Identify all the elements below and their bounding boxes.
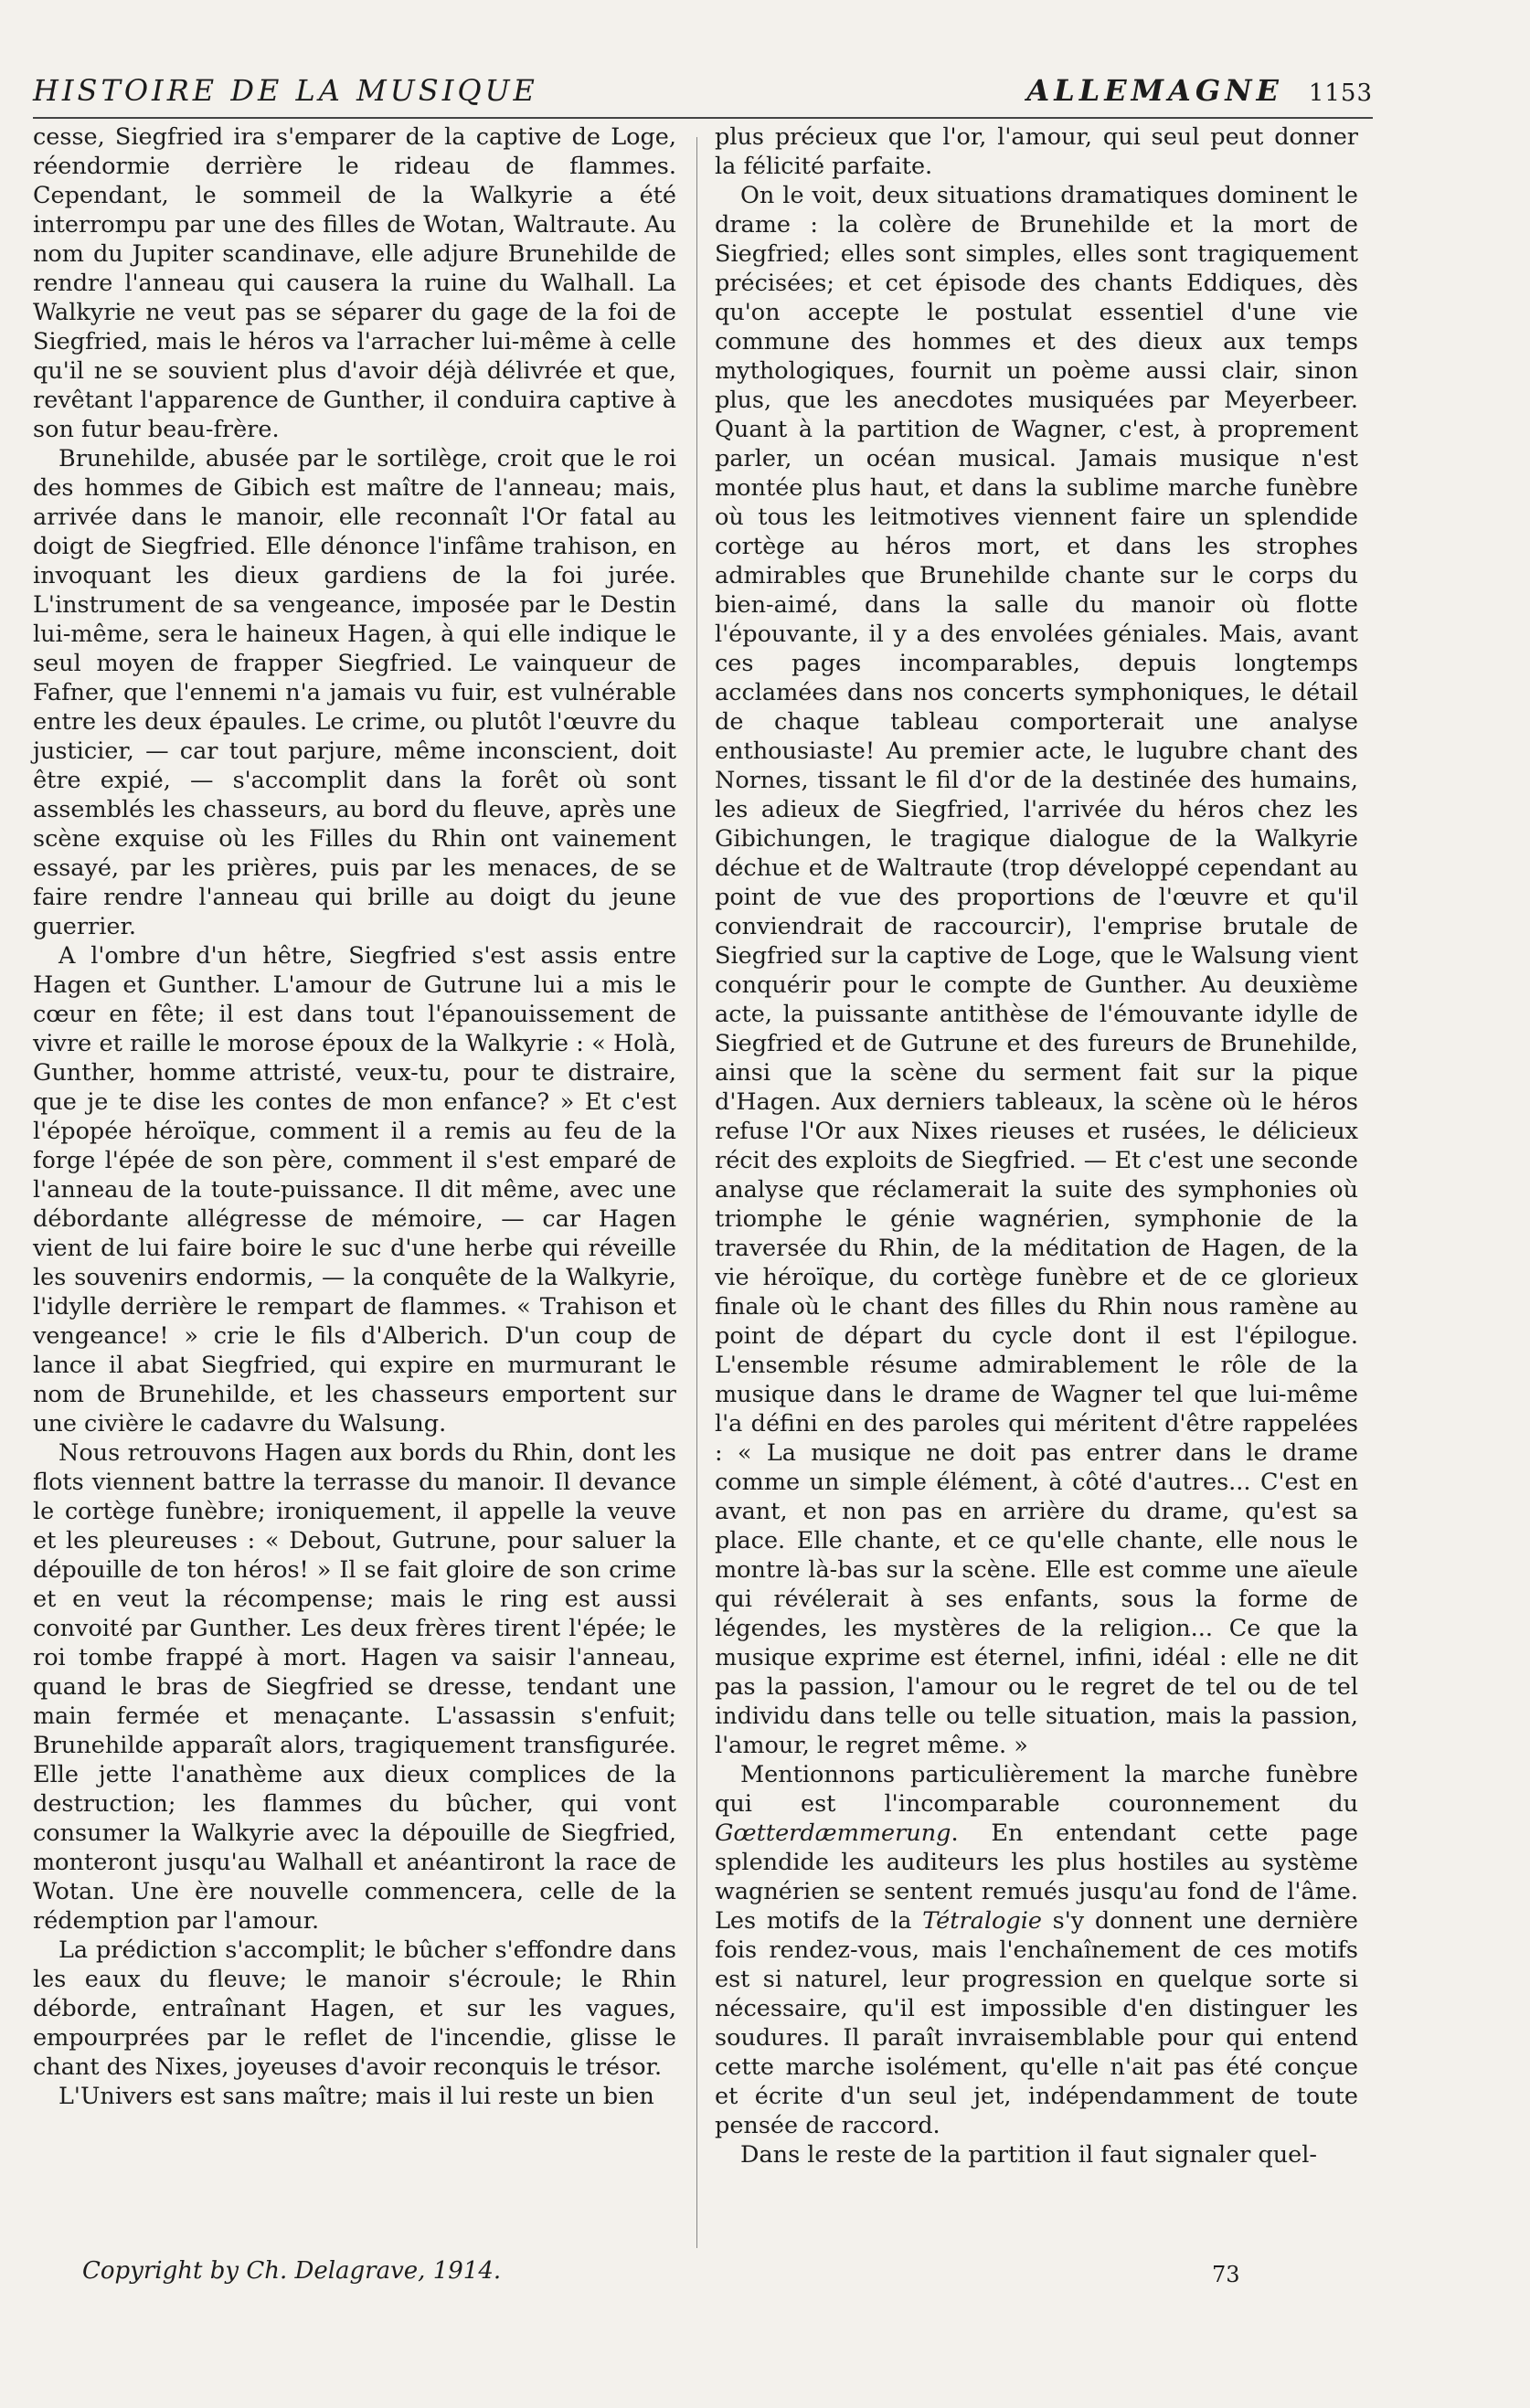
header-right [1026,73,1373,108]
text-run: Mentionnons particulièrement la marche funèbre qui est l'incomparable couronnement du [715,1761,1358,1818]
paragraph: On le voit, deux situations dramatiques dominent le drame : la colère de Brunehilde et la mort de Siegfried; elles sont simples, elles sont tragiquement précisées; et cet épisode des chants Eddiques, dès qu'on accepte le postulat essentiel d'une vie commune des hommes et des dieux aux temps mythologiques, fournit un poème aussi clair, sinon plus, que les anecdotes musiquées par Meyerbeer. Quant à la partition de Wagner, c'est, à proprement parler, un océan musical. Jamais musique n'est montée plus haut, et dans la sublime marche funèbre où tous les leitmotives viennent faire un splendide cortège au héros mort, et dans les strophes admirables que Brunehilde chante sur le corps du bien-aimé, dans la salle du manoir où flotte l'épouvante, il y a des envolées géniales. Mais, avant ces pages incomparables, depuis longtemps acclamées dans nos concerts symphoniques, le détail de chaque tableau comporterait une analyse enthousiaste! Au premier acte, le lugubre chant des Nornes, tissant le fil d'or de la destinée des humains, les adieux de Siegfried, l'arrivée du héros chez les Gibichungen, le tragique dialogue de la Walkyrie déchue et de Waltraute (trop développé cependant au point de vue des proportions de l'œuvre et qu'il conviendrait de raccourcir), l'emprise brutale de Siegfried sur la captive de Loge, que le Walsung vient conquérir pour le compte de Gunther. Au deuxième acte, la puissante antithèse de l'émouvante idylle de Siegfried et de Gutrune et des fureurs de Brunehilde, ainsi que la scène du serment fait sur la pique d'Hagen. Aux derniers tableaux, la scène où le héros refuse l'Or aux Nixes rieuses et rusées, le délicieux récit des exploits de Siegfried. — Et c'est une seconde analyse que réclamerait la suite des symphonies où triomphe le génie wagnérien, symphonie de la traversée du Rhin, de la méditation de Hagen, de la vie héroïque, du cortège funèbre et de ce glorieux finale où le chant des filles du Rhin nous ramène au point de départ du cycle dont il est l'épilogue. L'ensemble résume admirablement le rôle de la musique dans le drame de Wagner tel que lui-même l'a défini en des paroles qui méritent d'être rappelées : « La musique ne doit pas entrer dans le drame comme un simple élément, à côté d'autres... C'est en avant, et non pas en arrière du drame, qu'est sa place. Elle chante, et ce qu'elle chante, elle nous le montre là-bas sur la scène. Elle est comme une aïeule qui révélerait à ses enfants, sous la forme de légendes, les mystères de la religion... Ce que la musique exprime est éternel, infini, idéal : elle ne dit pas la passion, l'amour ou le regret de tel ou de tel individu dans telle ou telle situation, mais la passion, l'amour, le regret même. » [715,182,1358,1759]
text-run: s'y donnent une dernière fois rendez-vous, mais l'enchaînement de ces motifs est si naturel, leur progression en quelque sorte si nécessaire, qu'il est impossible d'en distinguer les soudures. Il paraît invraisemblable pour qui entend cette marche isolément, qu'elle n'ait pas été conçue et écrite d'un seul jet, indépendamment de toute pensée de raccord. [715,1907,1358,2139]
left-column [33,122,676,2111]
paragraph: Dans le reste de la partition il faut signaler quel- [740,2141,1317,2169]
paragraph: Brunehilde, abusée par le sortilège, croit que le roi des hommes de Gibich est maître de l'anneau; mais, arrivée dans le manoir, elle reconnaît l'Or fatal au doigt de Siegfried. Elle dénonce l'infâme trahison, en invoquant les dieux gardiens de la foi jurée. L'instrument de sa vengeance, imposée par le Destin lui-même, sera le haineux Hagen, à qui elle indique le seul moyen de frapper Siegfried. Le vainqueur de Fafner, que l'ennemi n'a jamais vu fuir, est vulnérable entre les deux épaules. Le crime, ou plutôt l'œuvre du justicier, — car tout parjure, même inconscient, doit être expié, — s'accomplit dans la forêt où sont assemblés les chasseurs, au bord du fleuve, après une scène exquise où les Filles du Rhin ont vainement essayé, par les prières, puis par les menaces, de se faire rendre l'anneau qui brille au doigt du jeune guerrier. [33,445,676,940]
paragraph: Nous retrouvons Hagen aux bords du Rhin, dont les flots viennent battre la terrasse du manoir. Il devance le cortège funèbre; ironiquement, il appelle la veuve et les pleureuses : « Debout, Gutrune, pour saluer la dépouille de ton héros! » Il se fait gloire de son crime et en veut la récompense; mais le ring est aussi convoité par Gunther. Les deux frères tirent l'épée; le roi tombe frappé à mort. Hagen va saisir l'anneau, quand le bras de Siegfried se dresse, tendant une main fermée et menaçante. L'assassin s'enfuit; Brunehilde apparaît alors, tragiquement transfigurée. Elle jette l'anathème aux dieux complices de la destruction; les flammes du bûcher, qui vont consumer la Walkyrie avec la dépouille de Siegfried, monteront jusqu'au Walhall et anéantiront la race de Wotan. Une ère nouvelle commencera, celle de la rédemption par l'amour. [33,1439,676,1935]
running-header [33,73,1373,119]
paragraph: A l'ombre d'un hêtre, Siegfried s'est assis entre Hagen et Gunther. L'amour de Gutrune lui a mis le cœur en fête; il est dans tout l'épanouissement de vivre et raille le morose époux de la Walkyrie : « Holà, Gunther, homme attristé, veux-tu, pour te distraire, que je te dise les contes de mon enfance? » Et c'est l'épopée héroïque, comment il a remis au feu de la forge l'épée de son père, comment il s'est emparé de l'anneau de la toute-puissance. Il dit même, avec une débordante allégresse de mémoire, — car Hagen vient de lui faire boire le suc d'une herbe qui réveille les souvenirs endormis, — la conquête de la Walkyrie, l'idylle derrière le rempart de flammes. « Trahison et vengeance! » crie le fils d'Alberich. D'un coup de lance il abat Siegfried, qui expire en murmurant le nom de Brunehilde, et les chasseurs emportent sur une civière le cadavre du Walsung. [33,942,676,1437]
copyright-notice: Copyright by Ch. Delagrave, 1914. [82,2257,502,2285]
work-title: Gœtterdæmmerung [715,1819,951,1847]
header-right-title: ALLEMAGNE [1026,73,1283,108]
right-column [715,122,1358,2169]
header-left-title: HISTOIRE DE LA MUSIQUE [33,73,538,108]
column-divider [696,137,697,2248]
paragraph: plus précieux que l'or, l'amour, qui seul peut donner la félicité parfaite. [715,123,1358,180]
paragraph: L'Univers est sans maître; mais il lui reste un bien [58,2083,654,2110]
work-title: Tétralogie [922,1907,1042,1935]
signature-mark: 73 [1212,2262,1240,2287]
text-run: . En entendant cette page splendide les auditeurs les plus hostiles au système wagnérien se sentent remués jusqu'au fond de l'âme. Les motifs de la [715,1819,1358,1935]
header-rule [33,117,1373,119]
page-number: 1153 [1308,80,1373,107]
paragraph [715,1760,1358,2140]
paragraph: cesse, Siegfried ira s'emparer de la captive de Loge, réendormie derrière le rideau de flammes. Cependant, le sommeil de la Walkyrie a été interrompu par une des filles de Wotan, Waltraute. Au nom du Jupiter scandinave, elle adjure Brunehilde de rendre l'anneau qui causera la ruine du Walhall. La Walkyrie ne veut pas se séparer du gage de la foi de Siegfried, mais le héros va l'arracher lui-même à celle qu'il ne se souvient plus d'avoir déjà délivrée et que, revêtant l'apparence de Gunther, il conduira captive à son futur beau-frère. [33,123,676,443]
paragraph: La prédiction s'accomplit; le bûcher s'effondre dans les eaux du fleuve; le manoir s'écroule; le Rhin déborde, entraînant Hagen, et sur les vagues, empourprées par le reflet de l'incendie, glisse le chant des Nixes, joyeuses d'avoir reconquis le trésor. [33,1936,676,2081]
